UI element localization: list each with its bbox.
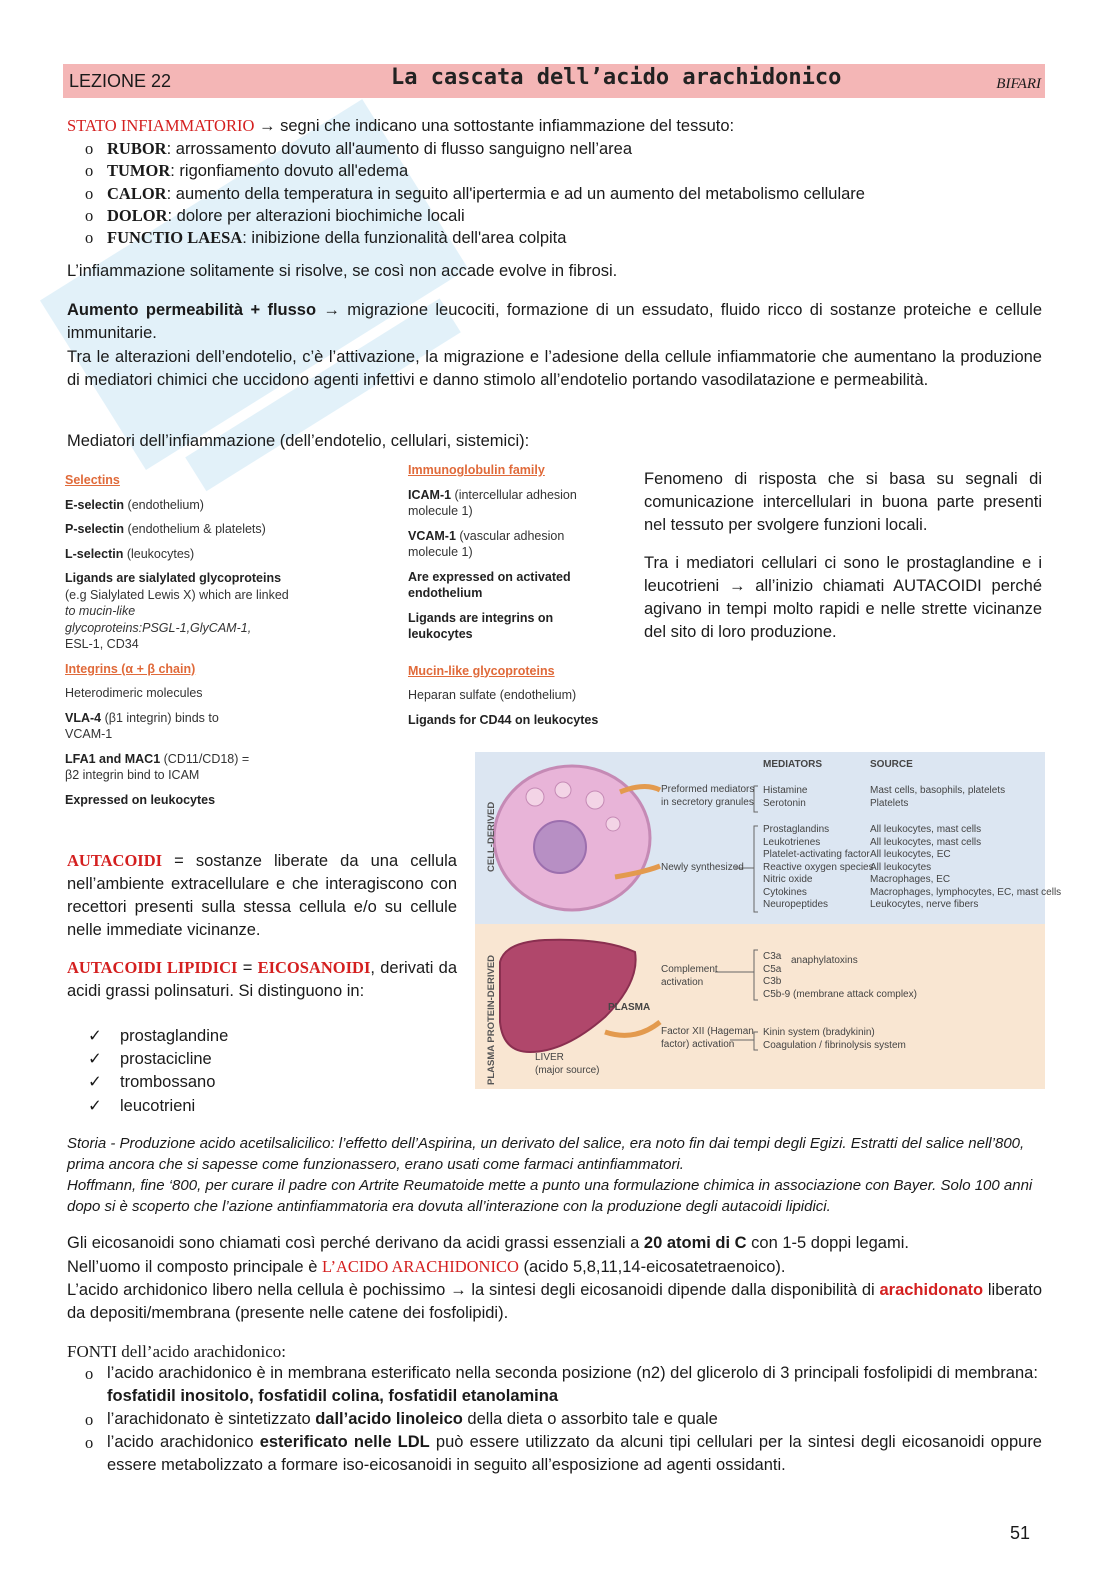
page-header (63, 64, 1045, 98)
cell-derived-label: CELL-DERIVED (486, 801, 497, 872)
page-title: La cascata dell’acido arachidonico (391, 65, 842, 90)
preformed-mediators: Histamine Serotonin (763, 785, 808, 809)
list-item: ✓ trombossano (88, 1073, 216, 1092)
anaphylatoxins-label: anaphylatoxins (791, 955, 858, 966)
fonti-heading: FONTI dell’acido arachidonico: (67, 1342, 287, 1361)
list-item: ✓ leucotrieni (88, 1096, 196, 1115)
list-item: ✓ prostaglandine (88, 1027, 229, 1045)
paragraph-fenomeno: Fenomeno di risposta che si basa su segnali di comunicazione intercellulari in buona parte presenti nel tessuto per svolgere funzioni locali. (644, 470, 1042, 534)
list-item: o CALOR: aumento della temperatura in seguito all'ipertermia e ad un aumento del metabolismo cellulare (85, 183, 865, 203)
plasma-derived-label: PLASMA PROTEIN-DERIVED (486, 954, 497, 1085)
mediators-column-header: MEDIATORS (763, 759, 823, 770)
paragraph-autacoidi: AUTACOIDI = sostanze liberate da una cellula nell’ambiente extracellulare e che interagiscono con recettori presenti sulla stessa cellula e/o su cellule nelle immediate vicinanze. (67, 851, 457, 939)
author-label: BIFARI (996, 76, 1041, 92)
list-item: ✓ prostacicline (88, 1050, 212, 1069)
newly-mediators: Prostaglandins Leukotrienes Platelet-activating factor Reactive oxygen species Nitric oxide Cytokines Neuropeptides (763, 824, 874, 910)
coagulation-label: Coagulation / fibrinolysis system (763, 1040, 906, 1051)
lesson-label: LEZIONE 22 (69, 71, 172, 91)
kinin-label: Kinin system (bradykinin) (763, 1027, 875, 1038)
paragraph-eicosanoidi: Gli eicosanoidi sono chiamati così perché derivano da acidi grassi essenziali a 20 atomi di C con 1-5 doppi legami. Nell’uomo il composto principale è L’ACIDO ARACHIDONICO (acido 5,8,11,14-eicosatetraenoico). L’acido archidonico libero nella cellula è pochissimo → la sintesi degli eicosanoidi dipende dalla disponibilità di arachidonato liberato da depositi/membrana (presente nelle catene dei fosfolipidi). (67, 1234, 1042, 1322)
mediators-figure (475, 752, 1062, 1089)
list-item: o FUNCTIO LAESA: inibizione della funzionalità dell'area colpita (85, 228, 567, 248)
signs-list (85, 137, 1047, 248)
list-item: o RUBOR: arrossamento dovuto all'aumento di flusso sanguigno nell’area (85, 139, 633, 158)
list-item: o DOLOR: dolore per alterazioni biochimiche locali (85, 205, 465, 225)
paragraph-permeabilita: Aumento permeabilità + flusso → migrazione leucociti, formazione di un essudato, fluido ricco di sostanze proteiche e cellule immunitarie. (67, 301, 1042, 342)
fonti-list (85, 1362, 1042, 1477)
preformed-label: Preformed mediators in secretory granules (661, 784, 755, 808)
complement-label: Complement activation (661, 964, 718, 988)
selectins-column: Selectins E-selectin (endothelium) P-selectin (endothelium & platelets) L-selectin (leukocytes) Ligands are sialylated glycoproteins (e.g Sialylated Lewis X) which are linked to mucin-like glycoproteins:PSGL-1,GlyCAM-1, ESL-1, CD34 Integrins (α + β chain) Heterodimeric molecules VLA-4 (β1 integrin) binds to VCAM-1 LFA1 and MAC1 (CD11/CD18) = β2 integrin bind to ICAM Expressed on leukocytes (65, 473, 289, 807)
eicosanoids-list (88, 1025, 420, 1118)
paragraph-mediatori: Mediatori dell’infiammazione (dell’endotelio, cellulari, sistemici): (67, 432, 530, 450)
factor-xii-label: Factor XII (Hageman factor) activation (661, 1026, 754, 1050)
source-column-header: SOURCE (870, 759, 913, 770)
paragraph-endotelio: Tra le alterazioni dell’endotelio, c’è l’attivazione, la migrazione e l’adesione della cellule infiammatorie che aumentano la produzione di mediatori chimici che uccidono agenti infettivi e danno stimolo all’endotelio portando vasodilatazione e permeabilità. (67, 348, 1042, 389)
stato-intro: STATO INFIAMMATORIO → segni che indicano una sottostante infiammazione del tessuto: (67, 116, 735, 135)
immunoglobulin-column: Immunoglobulin family ICAM-1 (intercellular adhesion molecule 1) VCAM-1 (vascular adhesion molecule 1) Are expressed on activated endothelium Ligands are integrins on leukocytes Mucin-like glycoproteins Heparan sulfate (endothelium) Ligands for CD44 on leukocytes (408, 463, 599, 727)
list-item: o l’acido arachidonico esterificato nelle LDL può essere utilizzato da alcuni tipi cellulari per la sintesi degli eicosanoidi oppure essere metabolizzato a formare iso-eicosanoidi in seguito all’esposizione ad agenti ossidanti. (85, 1433, 1042, 1474)
newly-sources: All leukocytes, mast cells All leukocytes, mast cells All leukocytes, EC All leukocytes Macrophages, EC Macrophages, lymphocytes, EC, mast cells Leukocytes, nerve fibers (870, 824, 1062, 910)
paragraph-lipidici: AUTACOIDI LIPIDICI = EICOSANOIDI, derivati da acidi grassi polinsaturi. Si distinguono in: (67, 958, 458, 1000)
plasma-label: PLASMA (608, 1002, 651, 1013)
page-number: 51 (1010, 1523, 1031, 1543)
paragraph-prostaglandine: Tra i mediatori cellulari ci sono le prostaglandine e i leucotrieni → all’inizio chiamati AUTACOIDI perché agivano in tempi molto rapidi e nelle strette vicinanze del sito di loro produzione. (644, 554, 1042, 641)
liver-label: LIVER (major source) (535, 1052, 600, 1076)
list-item: o TUMOR: rigonfiamento dovuto all'edema (85, 161, 409, 181)
list-item: o l’acido arachidonico è in membrana esterificato nella seconda posizione (n2) del glicerolo di 3 principali fosfolipidi di membrana: fosfatidil inositolo, fosfatidil colina, fosfatidil etanolamina (85, 1364, 1038, 1405)
storia-note: Storia - Produzione acido acetilsalicilico: l’effetto dell’Aspirina, un derivato del salice, era noto fin dai tempi degli Egizi. Estratti del salice nell’800, prima ancora che si sapesse come funzionassero, erano usati come farmaci antinfiammatori. Hoffmann, fine ‘800, per curare il padre con Artrite Reumatoide mette a punto una formulazione chimica in associazione con Bayer. Solo 100 anni dopo si è scoperto che l’azione antinfiammatoria era dovuta all’interazione con la produzione degli autacoidi lipidici. (67, 1135, 1033, 1215)
preformed-sources: Mast cells, basophils, platelets Platelets (870, 785, 1006, 809)
paragraph-risolve: L’infiammazione solitamente si risolve, se così non accade evolve in fibrosi. (67, 262, 618, 280)
complement-list: C3a C5a C3b C5b-9 (membrane attack complex) (763, 951, 917, 1000)
list-item: o l’arachidonato è sintetizzato dall’acido linoleico della dieta o assorbito tale e quale (85, 1410, 718, 1429)
newly-synthesized-label: Newly synthesized (661, 862, 744, 873)
